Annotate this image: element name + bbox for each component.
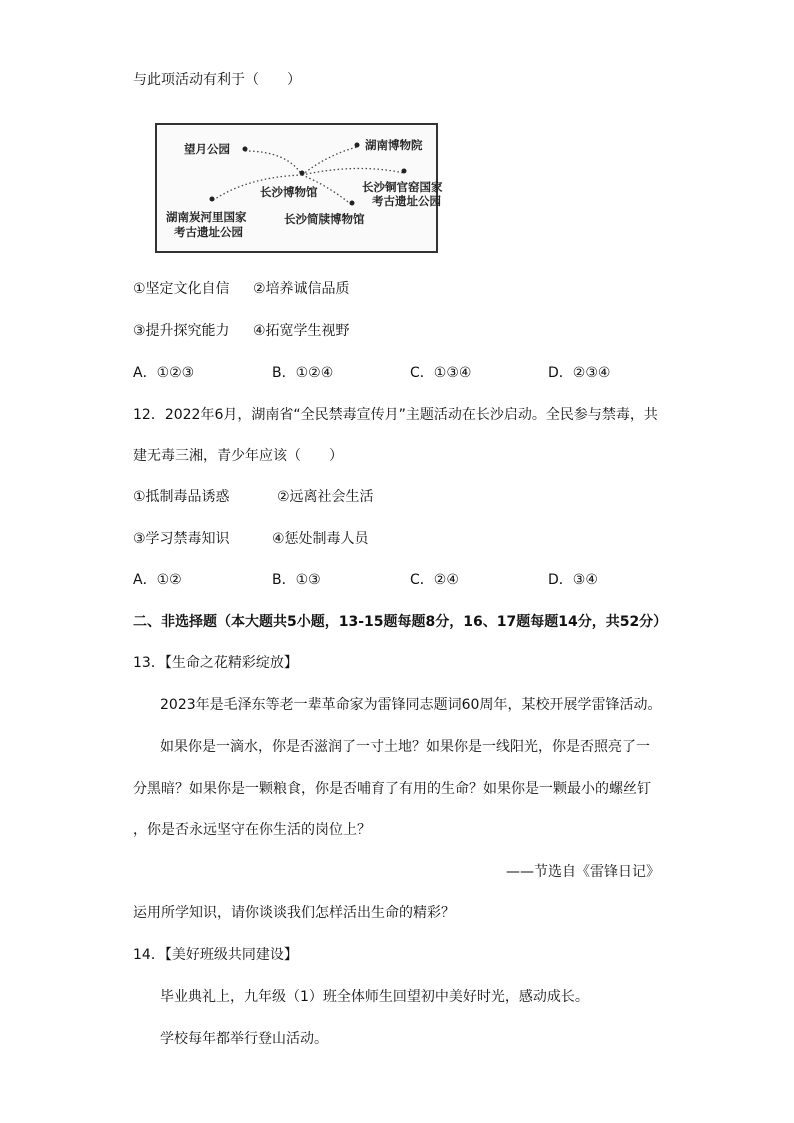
place-tanheli-line1: 湖南炭河里国家 xyxy=(166,210,247,224)
q11-option-d: D．②③④ xyxy=(548,365,611,381)
q12-option-a: A．①② xyxy=(133,572,182,588)
place-wangyue-park: 望月公园 xyxy=(184,142,230,156)
q11-statement-3: ③提升探究能力 xyxy=(133,323,230,339)
section-heading: 二、非选择题（本大题共5小题，13-15题每题8分，16、17题每题14分，共52分） xyxy=(133,614,668,630)
q12-option-c: C．②④ xyxy=(410,572,459,588)
q12-stem-line1: 12．2022年6月，湖南省“全民禁毒宣传月”主题活动在长沙启动。全民参与禁毒，共 xyxy=(133,407,658,423)
q11-statement-1: ①坚定文化自信 xyxy=(133,281,230,297)
q11-option-b: B．①②④ xyxy=(272,365,334,381)
q13-question: 运用所学知识，请你谈谈我们怎样活出生命的精彩？ xyxy=(133,905,455,921)
q12-stem-line2: 建无毒三湘，青少年应该（ ） xyxy=(133,448,343,464)
q14-paragraph-1: 毕业典礼上，九年级（1）班全体师生回望初中美好时光，感动成长。 xyxy=(160,989,589,1005)
place-tanheli-line2: 考古遗址公园 xyxy=(174,225,243,239)
q12-option-b: B．①③ xyxy=(272,572,321,588)
place-jiandu-museum: 长沙简牍博物馆 xyxy=(284,212,365,226)
museum-map-figure xyxy=(155,123,443,253)
q14-title: 14．【美好班级共同建设】 xyxy=(133,947,298,963)
q12-statement-1: ①抵制毒品诱惑 xyxy=(133,489,230,505)
q11-option-c: C．①③④ xyxy=(410,365,472,381)
place-tongguan-kiln-line2: 考古遗址公园 xyxy=(372,194,441,208)
q12-statement-2: ②远离社会生活 xyxy=(277,489,374,505)
q11-statement-4: ④拓宽学生视野 xyxy=(253,323,350,339)
q14-paragraph-2: 学校每年都举行登山活动。 xyxy=(160,1031,328,1047)
q13-paragraph-1: 2023年是毛泽东等老一辈革命家为雷锋同志题词60周年，某校开展学雷锋活动。 xyxy=(160,697,662,713)
q13-quote-line2: 分黑暗？如果你是一颗粮食，你是否哺育了有用的生命？如果你是一颗最小的螺丝钉 xyxy=(133,781,651,797)
q12-option-d: D．③④ xyxy=(548,572,598,588)
q13-title: 13．【生命之花精彩绽放】 xyxy=(133,655,298,671)
place-tongguan-kiln-line1: 长沙铜官窑国家 xyxy=(362,180,443,194)
q12-statement-3: ③学习禁毒知识 xyxy=(133,531,230,547)
q11-statement-2: ②培养诚信品质 xyxy=(253,281,350,297)
q13-quote-line3: ，你是否永远坚守在你生活的岗位上？ xyxy=(133,822,371,838)
q12-statement-4: ④惩处制毒人员 xyxy=(272,531,369,547)
q13-source: ——节选自《雷锋日记》 xyxy=(506,864,660,880)
place-changsha-museum: 长沙博物馆 xyxy=(260,185,318,199)
q13-quote-line1: 如果你是一滴水，你是否滋润了一寸土地？如果你是一线阳光，你是否照亮了一 xyxy=(160,739,650,755)
place-hunan-museum: 湖南博物院 xyxy=(365,138,423,152)
q11-option-a: A．①②③ xyxy=(133,365,195,381)
q11-stem-tail: 与此项活动有利于（ ） xyxy=(133,72,301,88)
